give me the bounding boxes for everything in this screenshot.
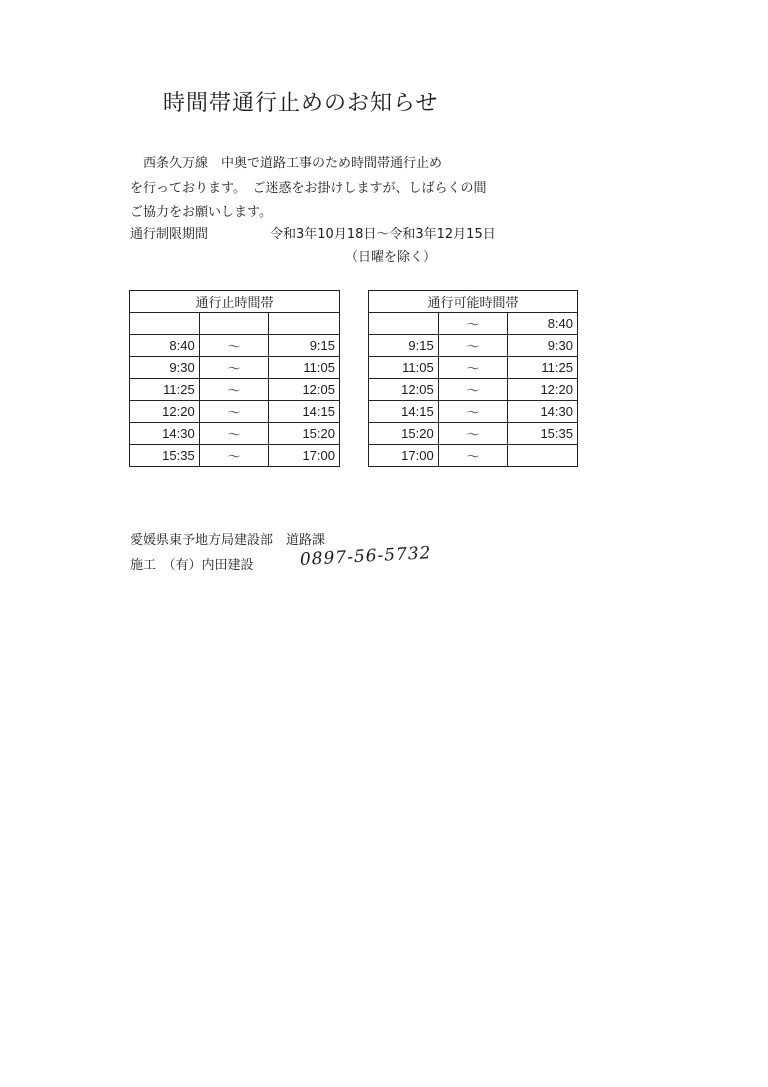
table-row xyxy=(369,423,578,445)
table-row xyxy=(130,445,340,467)
table-cell: ～ xyxy=(438,335,508,357)
table-cell: 17:00 xyxy=(269,445,340,467)
table-cell: 8:40 xyxy=(130,335,200,357)
table-row xyxy=(130,357,340,379)
table-cell: 15:20 xyxy=(369,423,439,445)
period-note: （日曜を除く） xyxy=(345,250,437,265)
table-row xyxy=(369,357,578,379)
table-cell: 12:05 xyxy=(269,379,340,401)
table-row xyxy=(130,313,340,335)
table-row xyxy=(369,401,578,423)
table-cell: 15:20 xyxy=(269,423,340,445)
table-cell xyxy=(369,313,439,335)
table-cell: 9:15 xyxy=(369,335,439,357)
table-cell: 14:30 xyxy=(508,401,578,423)
table-cell: 9:30 xyxy=(130,357,200,379)
table-cell: 17:00 xyxy=(369,445,439,467)
footer-contractor: 施工 （有）内田建設 xyxy=(130,558,254,573)
table-cell: 14:30 xyxy=(130,423,200,445)
table-cell: ～ xyxy=(199,445,269,467)
notice-title: 時間帯通行止めのお知らせ xyxy=(163,91,439,116)
table-header-row xyxy=(369,291,578,313)
open-time-table xyxy=(368,290,578,467)
table-cell: 14:15 xyxy=(269,401,340,423)
table-cell: 9:15 xyxy=(269,335,340,357)
table-cell: ～ xyxy=(438,379,508,401)
handwritten-phone: 0897-56-5732 xyxy=(299,543,432,570)
body-line-2: を行っております。 ご迷惑をお掛けしますが、しばらくの間 xyxy=(130,181,487,196)
table-cell: ～ xyxy=(438,401,508,423)
table-cell xyxy=(199,313,269,335)
table-row xyxy=(369,445,578,467)
table-cell: 11:25 xyxy=(508,357,578,379)
table-row xyxy=(369,335,578,357)
table-row xyxy=(130,401,340,423)
table-cell: 11:05 xyxy=(369,357,439,379)
period-value: 令和3年10月18日～令和3年12月15日 xyxy=(270,227,496,242)
table-cell xyxy=(269,313,340,335)
table-header-row xyxy=(130,291,340,313)
table-cell: ～ xyxy=(199,357,269,379)
table-cell: 12:05 xyxy=(369,379,439,401)
table-cell: 14:15 xyxy=(369,401,439,423)
table-cell: 15:35 xyxy=(130,445,200,467)
table-cell: 11:05 xyxy=(269,357,340,379)
table-row xyxy=(130,423,340,445)
open-table-header: 通行可能時間帯 xyxy=(369,291,578,313)
table-cell: 11:25 xyxy=(130,379,200,401)
body-line-1: 西条久万線 中奥で道路工事のため時間帯通行止め xyxy=(143,156,443,171)
table-cell: ～ xyxy=(438,445,508,467)
table-cell: ～ xyxy=(438,313,508,335)
table-row xyxy=(369,379,578,401)
table-cell: ～ xyxy=(199,401,269,423)
table-cell: ～ xyxy=(438,357,508,379)
table-row xyxy=(369,313,578,335)
closure-time-table xyxy=(129,290,340,467)
table-row xyxy=(130,379,340,401)
table-cell: ～ xyxy=(199,423,269,445)
table-cell: 12:20 xyxy=(130,401,200,423)
table-cell: 9:30 xyxy=(508,335,578,357)
table-cell: 12:20 xyxy=(508,379,578,401)
table-cell xyxy=(130,313,200,335)
body-line-3: ご協力をお願いします。 xyxy=(130,205,272,220)
table-cell: 8:40 xyxy=(508,313,578,335)
table-cell: 15:35 xyxy=(508,423,578,445)
table-cell xyxy=(508,445,578,467)
footer-org: 愛媛県東予地方局建設部 道路課 xyxy=(130,533,326,548)
closure-table-header: 通行止時間帯 xyxy=(130,291,340,313)
table-row xyxy=(130,335,340,357)
table-cell: ～ xyxy=(438,423,508,445)
table-cell: ～ xyxy=(199,335,269,357)
table-cell: ～ xyxy=(199,379,269,401)
period-label: 通行制限期間 xyxy=(130,227,209,242)
